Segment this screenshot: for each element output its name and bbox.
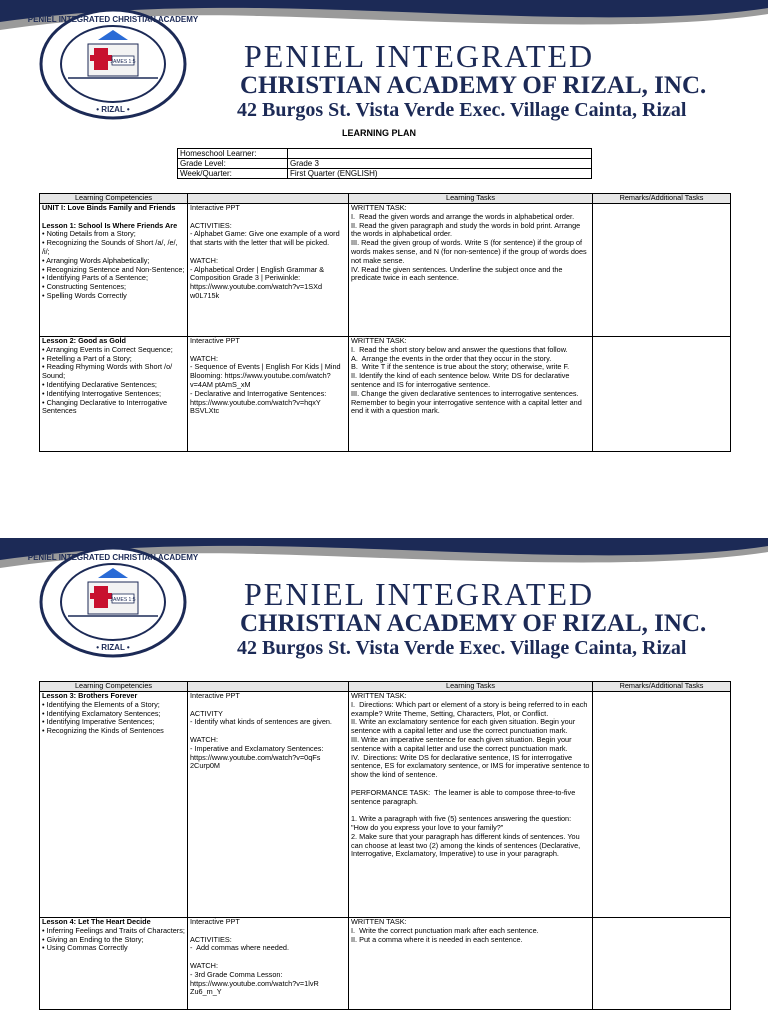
svg-text:PENIEL INTEGRATED CHRISTIAN AC: PENIEL INTEGRATED CHRISTIAN ACADEMY <box>27 15 199 24</box>
info-label: Grade Level: <box>178 159 288 169</box>
svg-text:• RIZAL •: • RIZAL • <box>96 643 130 652</box>
col-header-competencies: Learning Competencies <box>40 682 188 692</box>
svg-text:• RIZAL •: • RIZAL • <box>96 105 130 114</box>
resources-cell: Interactive PPT ACTIVITIES: - Alphabet Game: Give one example of a word that starts with the letter that will be picked. WATCH: - Alphabetical Order | English Grammar & Composition Grade 3 | Periwinkle: https://www.youtube.com/watch?v=1SXd w0L715k <box>188 204 349 337</box>
table-row <box>40 337 731 452</box>
remarks-cell <box>593 692 731 918</box>
learning-plan-table-page1 <box>39 193 731 452</box>
remarks-cell <box>593 337 731 452</box>
col-header-resources <box>188 194 349 204</box>
competencies-list: • Arranging Events in Correct Sequence; • Retelling a Part of a Story; • Reading Rhyming Words with Short /o/ Sound; • Identifying Declarative Sentences; • Identifying Interrogative Sentences; • Changing Declarative to Interrogative Sentences <box>42 344 173 416</box>
lesson-title: Lesson 2: Good as Gold <box>42 336 126 345</box>
school-name-line2: CHRISTIAN ACADEMY OF RIZAL, INC. <box>240 610 707 637</box>
competencies-list: • Identifying the Elements of a Story; • Identifying Exclamatory Sentences; • Identifying Imperative Sentences; • Recognizing the Kinds of Sentences <box>42 699 164 736</box>
school-name-line1: PENIEL INTEGRATED <box>244 576 595 612</box>
info-row-learner <box>178 149 592 159</box>
competencies-cell <box>40 204 188 337</box>
school-address: 42 Burgos St. Vista Verde Exec. Village Cainta, Rizal <box>237 637 687 659</box>
academy-seal-logo <box>27 8 199 120</box>
col-header-tasks: Learning Tasks <box>349 682 593 692</box>
page-gap <box>0 500 768 538</box>
table-row <box>40 692 731 918</box>
info-value: Grade 3 <box>288 159 592 169</box>
tasks-cell: WRITTEN TASK: I. Directions: Which part or element of a story is being referred to in each example? Write Theme, Setting, Characters, Plot, or Conflict. II. Write an exclamatory sentence for each given situation. Begin your sentence with a capital letter and use the correct punctuation mark. III. Write an imperative sentence for each given situation. Begin your sentence with a capital letter and use the correct punctuation mark. IV. Directions: Write DS for declarative sentence, IS for interrogative sentence, ES for exclamatory sentence, or IMS for imperative sentence to show the kind of sentence. PERFORMANCE TASK: The learner is able to compose three-to-five sentence paragraph. 1. Write a paragraph with five (5) sentences answering the question: "How do you express your love to your family?" 2. Make sure that your paragraph has different kinds of sentences. You can choose at least two (2) among the kinds of sentences (Declarative, Interrogative, Exclamatory, Imperative) to use in your paragraph. <box>349 692 593 918</box>
col-header-tasks: Learning Tasks <box>349 194 593 204</box>
resources-cell: Interactive PPT ACTIVITY - Identify what kinds of sentences are given. WATCH: - Imperative and Exclamatory Sentences: https://www.youtube.com/watch?v=0qFs 2Curp0M <box>188 692 349 918</box>
remarks-cell <box>593 918 731 1010</box>
tasks-cell: WRITTEN TASK: I. Read the given words and arrange the words in alphabetical order. II. Read the given paragraph and study the words in bold print. Arrange the words in alphabetical order. III. Read the given group of words. Write S (for sentence) if the group of words makes sense, and N (for non-sentence) if the group of words does not make sense. IV. Read the given sentences. Underline the subject once and the predicate twice in each sentence. <box>349 204 593 337</box>
col-header-resources <box>188 682 349 692</box>
document-page-2 <box>0 538 768 1024</box>
resources-cell: Interactive PPT WATCH: - Sequence of Events | English For Kids | Mind Blooming: https://www.youtube.com/watch?v=4AM ptAmS_xM - Declarative and Interrogative Sentences: https://www.youtube.com/watch?v=hqxY BSVLXtc <box>188 337 349 452</box>
info-row-grade <box>178 159 592 169</box>
school-name-line1: PENIEL INTEGRATED <box>244 38 595 74</box>
info-label: Homeschool Learner: <box>178 149 288 159</box>
tasks-cell: WRITTEN TASK: I. Read the short story below and answer the questions that follow. A. Arrange the events in the order that they occur in the story. B. Write T if the sentence is true about the story; otherwise, write F. II. Identify the kind of each sentence below. Write DS for declarative sentence and IS for interrogative sentence. III. Change the given declarative sentences to interrogative sentences. Remember to begin your interrogative sentence with a capital letter and end it with a question mark. <box>349 337 593 452</box>
info-value: First Quarter (ENGLISH) <box>288 169 592 179</box>
info-value <box>288 149 592 159</box>
info-label: Week/Quarter: <box>178 169 288 179</box>
learner-info-table <box>177 148 592 179</box>
lesson-title: Lesson 3: Brothers Forever <box>42 691 138 700</box>
svg-text:PENIEL INTEGRATED CHRISTIAN AC: PENIEL INTEGRATED CHRISTIAN ACADEMY <box>27 553 199 562</box>
remarks-cell <box>593 204 731 337</box>
competencies-list: • Inferring Feelings and Traits of Characters; • Giving an Ending to the Story; • Using Commas Correctly <box>42 925 185 953</box>
document-page-1 <box>0 0 768 500</box>
col-header-remarks: Remarks/Additional Tasks <box>593 194 731 204</box>
info-row-week <box>178 169 592 179</box>
table-row <box>40 918 731 1010</box>
tasks-cell: WRITTEN TASK: I. Write the correct punctuation mark after each sentence. II. Put a comma where it is needed in each sentence. <box>349 918 593 1010</box>
table-header-row <box>40 194 731 204</box>
svg-text:JAMES 1:5: JAMES 1:5 <box>110 597 136 603</box>
learning-plan-table-page2 <box>39 681 731 1010</box>
learning-plan-title: LEARNING PLAN <box>342 128 416 138</box>
table-row <box>40 204 731 337</box>
school-address: 42 Burgos St. Vista Verde Exec. Village Cainta, Rizal <box>237 99 687 121</box>
resources-cell: Interactive PPT ACTIVITIES: - Add commas where needed. WATCH: - 3rd Grade Comma Lesson: https://www.youtube.com/watch?v=1lvR Zu6_m_Y <box>188 918 349 1010</box>
competencies-list: • Noting Details from a Story; • Recognizing the Sounds of Short /a/, /e/, /i/; • Arranging Words Alphabetically; • Recognizing Sentence and Non-Sentence; • Identifying Parts of a Sentence; • Constructing Sentences; • Spelling Words Correctly <box>42 229 185 300</box>
academy-seal-logo <box>27 546 199 658</box>
col-header-remarks: Remarks/Additional Tasks <box>593 682 731 692</box>
table-header-row <box>40 682 731 692</box>
school-name-line2: CHRISTIAN ACADEMY OF RIZAL, INC. <box>240 72 707 99</box>
col-header-competencies: Learning Competencies <box>40 194 188 204</box>
competencies-cell <box>40 692 188 918</box>
lesson-title: Lesson 4: Let The Heart Decide <box>42 917 151 926</box>
svg-text:JAMES 1:5: JAMES 1:5 <box>110 59 136 65</box>
lesson-title: UNIT I: Love Binds Family and Friends Lesson 1: School Is Where Friends Are <box>42 203 178 230</box>
competencies-cell <box>40 918 188 1010</box>
competencies-cell <box>40 337 188 452</box>
